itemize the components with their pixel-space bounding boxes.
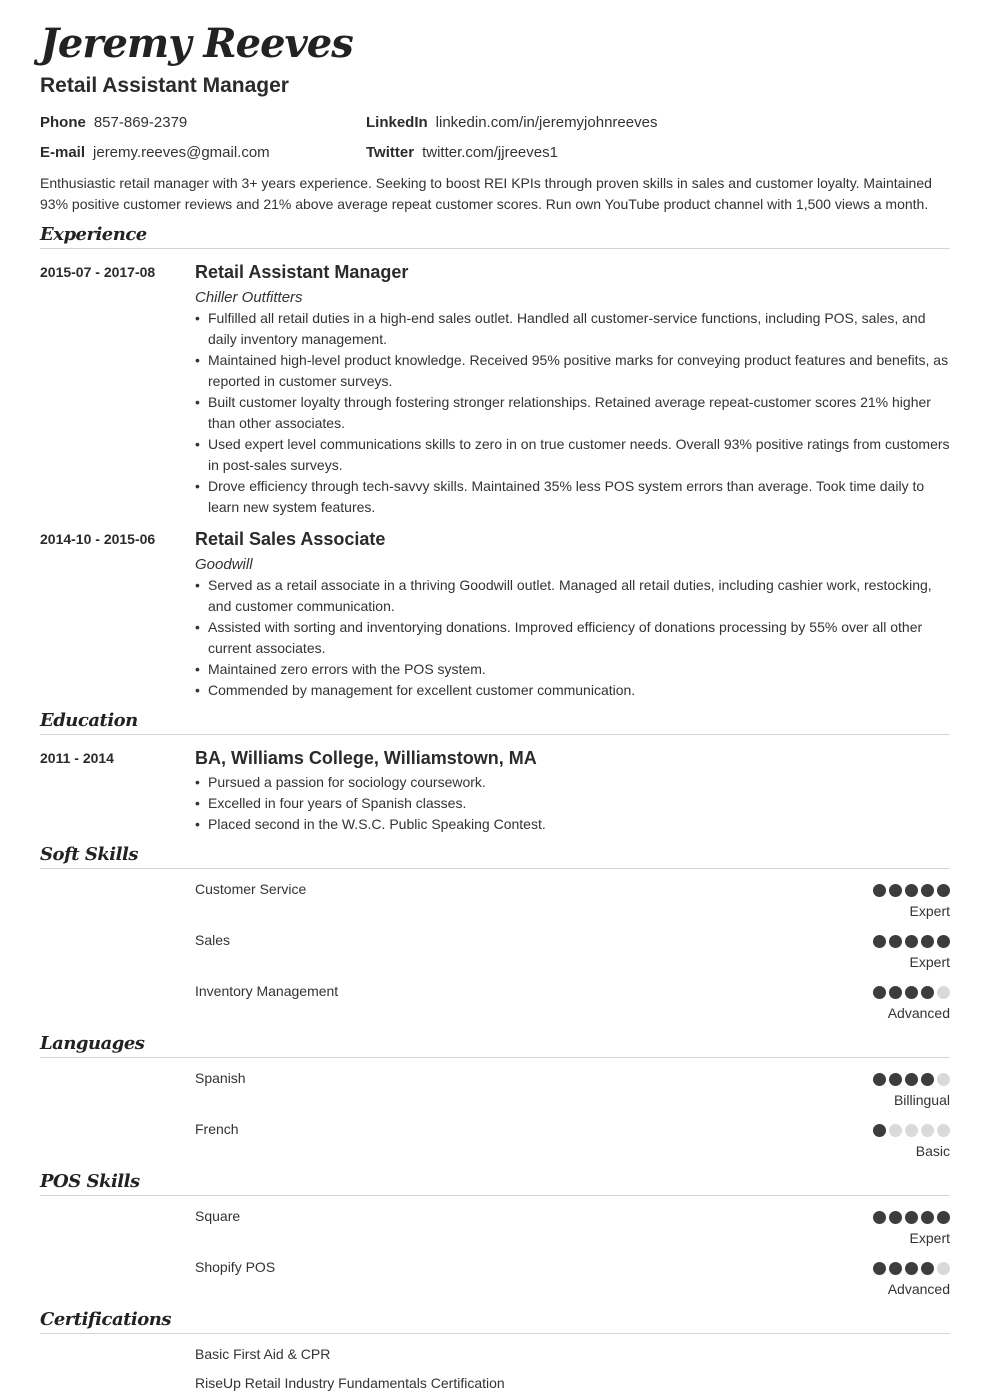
section-divider <box>40 248 950 249</box>
rating-dot-filled <box>873 935 886 948</box>
rating-dot-filled <box>889 935 902 948</box>
list-item: • Drove efficiency through tech-savvy skills. Maintained 35% less POS system errors than average. Took time daily to learn new system features. <box>195 476 955 518</box>
skill-rating <box>873 986 950 999</box>
experience-company: Chiller Outfitters <box>195 289 303 306</box>
rating-dot-empty <box>937 986 950 999</box>
pos-skill-level: Expert <box>909 1230 950 1246</box>
experience-bullets <box>195 308 955 518</box>
language-rating <box>873 1073 950 1086</box>
list-item: • Excelled in four years of Spanish classes. <box>195 793 955 814</box>
rating-dot-filled <box>889 884 902 897</box>
skill-rating <box>873 884 950 897</box>
rating-dot-filled <box>873 1211 886 1224</box>
phone-label: Phone <box>40 114 86 131</box>
list-item: • Used expert level communications skills to zero in on true customer needs. Overall 93% positive ratings from customers in post-sales surveys. <box>195 434 955 476</box>
rating-dot-empty <box>889 1124 902 1137</box>
rating-dot-filled <box>889 1073 902 1086</box>
list-item: • Pursued a passion for sociology coursework. <box>195 772 955 793</box>
language-name: French <box>195 1121 239 1137</box>
section-divider <box>40 1195 950 1196</box>
rating-dot-filled <box>921 884 934 897</box>
section-title-pos-skills: POS Skills <box>40 1171 140 1192</box>
rating-dot-empty <box>921 1124 934 1137</box>
rating-dot-filled <box>921 1262 934 1275</box>
rating-dot-filled <box>921 1073 934 1086</box>
skill-name: Customer Service <box>195 881 307 897</box>
list-item: • Served as a retail associate in a thriving Goodwill outlet. Managed all retail duties, including cashier work, restocking, and customer communication. <box>195 575 955 617</box>
rating-dot-filled <box>873 884 886 897</box>
list-item: • Assisted with sorting and inventorying donations. Improved efficiency of donations processing by 55% over all other current associates. <box>195 617 955 659</box>
section-divider <box>40 868 950 869</box>
contact-twitter <box>366 144 558 161</box>
experience-dates: 2014-10 - 2015-06 <box>40 531 156 547</box>
rating-dot-empty <box>937 1124 950 1137</box>
skill-name: Sales <box>195 932 231 948</box>
rating-dot-empty <box>937 1073 950 1086</box>
profile-summary: Enthusiastic retail manager with 3+ years experience. Seeking to boost REI KPIs through proven skills in sales and customer loyalty. Maintained 93% positive customer reviews and 21% above average repeat customer scores. Run own YouTube product channel with 1,500 views a month. <box>40 175 932 212</box>
rating-dot-filled <box>873 1073 886 1086</box>
rating-dot-filled <box>937 884 950 897</box>
rating-dot-filled <box>873 986 886 999</box>
section-divider <box>40 1057 950 1058</box>
language-name: Spanish <box>195 1070 246 1086</box>
section-title-certifications: Certifications <box>40 1309 171 1330</box>
skill-level: Advanced <box>887 1005 950 1021</box>
list-item: • Fulfilled all retail duties in a high-end sales outlet. Handled all customer-service functions, including POS, sales, and daily inventory management. <box>195 308 955 350</box>
experience-dates: 2015-07 - 2017-08 <box>40 264 156 280</box>
list-item: • Commended by management for excellent customer communication. <box>195 680 955 701</box>
section-title-experience: Experience <box>40 224 147 245</box>
rating-dot-filled <box>889 1211 902 1224</box>
rating-dot-filled <box>905 884 918 897</box>
section-title-languages: Languages <box>40 1033 145 1054</box>
education-title: BA, Williams College, Williamstown, MA <box>195 748 537 768</box>
rating-dot-filled <box>873 1262 886 1275</box>
linkedin-label: LinkedIn <box>366 114 428 131</box>
rating-dot-filled <box>905 1262 918 1275</box>
rating-dot-filled <box>921 935 934 948</box>
list-item: • Built customer loyalty through fostering stronger relationships. Retained average repeat-customer scores 21% higher than other associates. <box>195 392 955 434</box>
twitter-label: Twitter <box>366 144 415 161</box>
skill-rating <box>873 935 950 948</box>
pos-skill-rating <box>873 1211 950 1224</box>
section-title-education: Education <box>40 710 138 731</box>
contact-phone <box>40 114 187 131</box>
twitter-value: twitter.com/jjreeves1 <box>422 144 558 161</box>
list-item: • Maintained zero errors with the POS system. <box>195 659 955 680</box>
contact-email <box>40 144 270 161</box>
skill-name: Inventory Management <box>195 983 339 999</box>
pos-skill-name: Square <box>195 1208 241 1224</box>
certification-item: RiseUp Retail Industry Fundamentals Certification <box>195 1375 505 1391</box>
rating-dot-empty <box>905 1124 918 1137</box>
language-level: Basic <box>915 1143 950 1159</box>
email-label: E-mail <box>40 144 86 161</box>
rating-dot-filled <box>905 986 918 999</box>
rating-dot-filled <box>921 1211 934 1224</box>
contact-linkedin <box>366 114 657 131</box>
rating-dot-filled <box>905 935 918 948</box>
phone-value: 857-869-2379 <box>93 114 188 131</box>
language-level: Billingual <box>893 1092 950 1108</box>
email-value: jeremy.reeves@gmail.com <box>93 144 270 161</box>
section-title-soft-skills: Soft Skills <box>40 844 138 865</box>
education-dates: 2011 - 2014 <box>40 750 114 766</box>
rating-dot-filled <box>873 1124 886 1137</box>
skill-level: Expert <box>909 954 950 970</box>
experience-bullets <box>195 575 955 701</box>
list-item: • Placed second in the W.S.C. Public Speaking Contest. <box>195 814 955 835</box>
job-title: Retail Assistant Manager <box>40 74 289 97</box>
rating-dot-filled <box>889 986 902 999</box>
pos-skill-level: Advanced <box>887 1281 950 1297</box>
rating-dot-filled <box>889 1262 902 1275</box>
rating-dot-filled <box>905 1211 918 1224</box>
linkedin-value: linkedin.com/in/jeremyjohnreeves <box>435 114 658 131</box>
rating-dot-filled <box>937 1211 950 1224</box>
pos-skill-name: Shopify POS <box>195 1259 276 1275</box>
language-rating <box>873 1124 950 1137</box>
education-bullets <box>195 772 955 835</box>
rating-dot-filled <box>937 935 950 948</box>
experience-title: Retail Sales Associate <box>195 529 386 549</box>
skill-level: Expert <box>909 903 950 919</box>
rating-dot-filled <box>921 986 934 999</box>
rating-dot-filled <box>905 1073 918 1086</box>
certification-item: Basic First Aid & CPR <box>195 1346 331 1362</box>
experience-company: Goodwill <box>195 556 253 573</box>
section-divider <box>40 1333 950 1334</box>
rating-dot-empty <box>937 1262 950 1275</box>
section-divider <box>40 734 950 735</box>
experience-title: Retail Assistant Manager <box>195 262 409 282</box>
list-item: • Maintained high-level product knowledge. Received 95% positive marks for conveying product features and benefits, as reported in customer surveys. <box>195 350 955 392</box>
pos-skill-rating <box>873 1262 950 1275</box>
candidate-name: Jeremy Reeves <box>40 20 353 67</box>
